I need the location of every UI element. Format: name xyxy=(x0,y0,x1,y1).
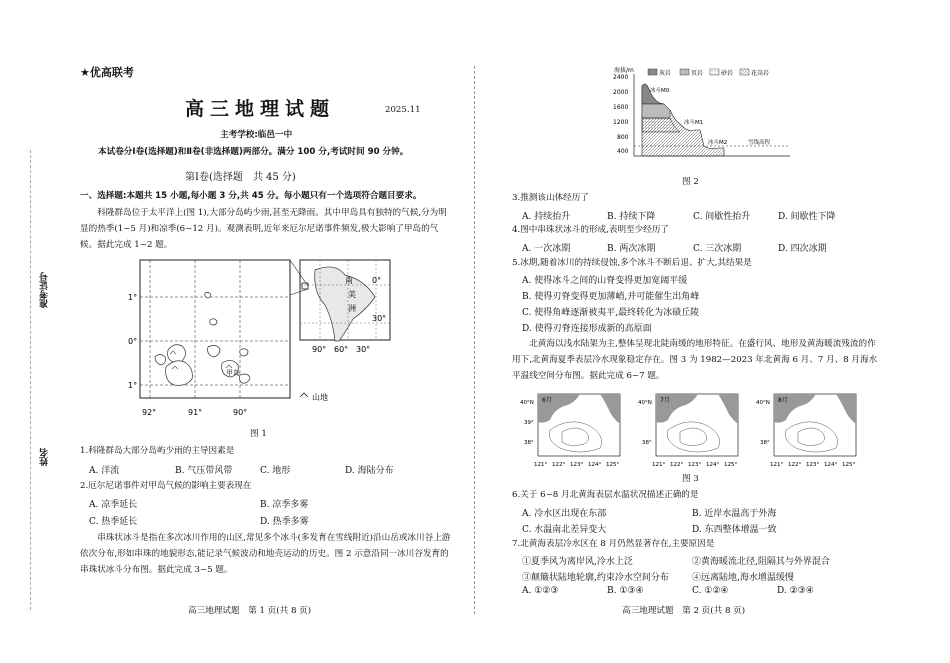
q7-stem: 7.北黄海表层冷水区在 8 月仍然显著存在,主要原因是 xyxy=(512,539,715,549)
inset-label-zhou: 洲 xyxy=(348,304,356,313)
q5-stem: 5.冰期,随着冰川的持续侵蚀,多个冰斗不断后退、扩大,其结果是 xyxy=(512,258,752,268)
fig3-lon-124-b: 124° xyxy=(706,462,720,468)
cirque-m1-label: 冰斗M1 xyxy=(684,120,704,126)
lon-label-90: 90° xyxy=(233,408,248,417)
q1-option-b[interactable]: B. 气压带风带 xyxy=(175,466,233,476)
legend-limestone-swatch xyxy=(648,69,657,75)
q7-item-2: ②黄海暖流北径,阻隔其与外界混合 xyxy=(692,557,830,567)
fig3-lon-121: 121° xyxy=(534,462,548,468)
legend-granite-swatch xyxy=(740,69,749,75)
passage-3: 北黄海以浅水陆架为主,整体呈现北陡南缓的地形特征。在盛行风、地形及黄海暖流残流的作用下,北黄海夏季表层冷水现象稳定存在。图 3 为 1982—2023 年北黄海 6 月、7 月、8 月海水平温线空间分布图。据此完成 6~7 题。 xyxy=(512,339,878,381)
q6-option-d[interactable]: D. 东西整体增温一致 xyxy=(692,525,777,535)
fig3-lat-39: 39° xyxy=(524,420,534,426)
legend-sandstone: 砂岩 xyxy=(721,70,734,77)
lat-label-1s: 1° xyxy=(128,381,138,390)
cirque-m2-label: 冰斗M2 xyxy=(708,140,728,146)
q7-option-c[interactable]: C. ①②④ xyxy=(692,586,729,596)
fig3-lat-38-c: 38° xyxy=(760,440,770,446)
fig2-tick-2000: 2000 xyxy=(613,89,629,96)
q4-option-b[interactable]: B. 两次冰期 xyxy=(607,244,656,254)
fig3-lon-124: 124° xyxy=(588,462,602,468)
lat-label-1n: 1° xyxy=(128,293,138,302)
fig3-panel-june xyxy=(538,394,620,456)
q1-stem: 1.科隆群岛大部分岛屿少雨的主导因素是 xyxy=(80,446,235,456)
page-divider xyxy=(474,66,475,614)
fig2-tick-1600: 1600 xyxy=(613,104,629,111)
q5-option-a[interactable]: A. 使得冰斗之间的山脊变得更加宽阔平缓 xyxy=(522,276,688,286)
fig3-lon-123-b: 123° xyxy=(688,462,702,468)
fig3-lat-40-b: 40°N xyxy=(638,400,652,406)
q1-option-d[interactable]: D. 海陆分布 xyxy=(345,466,394,476)
q2-option-d[interactable]: D. 热季多雾 xyxy=(260,517,309,527)
figure-2-profile xyxy=(600,64,800,174)
q4-stem: 4.图中串珠状冰斗的形成,表明至少经历了 xyxy=(512,225,670,235)
inset-label-mei: 美 xyxy=(348,290,356,299)
figure-1-map xyxy=(120,255,420,425)
fig2-y-unit: 海拔/m xyxy=(614,67,634,74)
q5-option-d[interactable]: D. 使得刃脊连接形成新的高原面 xyxy=(522,324,652,334)
q4-option-a[interactable]: A. 一次冰期 xyxy=(522,244,571,254)
exam-number-label: 准考证号 xyxy=(40,272,50,308)
host-school: 主考学校:临邑一中 xyxy=(220,130,293,140)
figure-1-caption: 图 1 xyxy=(250,429,267,439)
q2-option-b[interactable]: B. 凉季多雾 xyxy=(260,500,309,510)
map-frame xyxy=(140,260,290,398)
q5-option-b[interactable]: B. 使得刃脊变得更加薄峭,并可能催生出角峰 xyxy=(522,292,700,302)
brand-label: ★优高联考 xyxy=(80,66,134,79)
fig3-lon-123-c: 123° xyxy=(806,462,820,468)
fig2-tick-1200: 1200 xyxy=(613,119,629,126)
name-label: 姓名 xyxy=(40,448,50,466)
exam-date: 2025.11 xyxy=(385,105,421,115)
profile-limestone xyxy=(642,84,664,104)
island-jia-label: 甲岛 xyxy=(226,369,240,377)
q4-option-c[interactable]: C. 三次冰期 xyxy=(693,244,742,254)
legend-limestone: 灰岩 xyxy=(659,70,672,77)
q1-option-c[interactable]: C. 地形 xyxy=(260,466,291,476)
profile-shale xyxy=(642,104,670,118)
fig3-lon-121-c: 121° xyxy=(770,462,784,468)
figure-3-caption: 图 3 xyxy=(682,474,699,484)
fig3-lon-122-c: 122° xyxy=(788,462,802,468)
mountain-legend-label: 山地 xyxy=(312,393,328,402)
fig3-lon-122-b: 122° xyxy=(670,462,684,468)
figure-3-maps xyxy=(520,390,890,470)
q3-stem: 3.推测该山体经历了 xyxy=(512,193,589,203)
lon-label-91: 91° xyxy=(188,408,203,417)
left-footer: 高三地理试题 第 1 页(共 8 页) xyxy=(188,606,312,616)
page-title: 高三地理试题 xyxy=(185,98,336,120)
q6-option-b[interactable]: B. 近岸水温高于外海 xyxy=(692,509,777,519)
fig3-lat-38: 38° xyxy=(524,440,534,446)
q3-option-c[interactable]: C. 间歇性抬升 xyxy=(693,212,751,222)
inset-lon-90: 90° xyxy=(312,345,327,354)
fig3-lat-40-c: 40°N xyxy=(756,400,770,406)
fig3-lat-38-b: 38° xyxy=(642,440,652,446)
fig3-month-7: 7月 xyxy=(660,397,670,404)
fig3-lon-123: 123° xyxy=(570,462,584,468)
fig3-lon-121-b: 121° xyxy=(652,462,666,468)
island-small-north xyxy=(210,319,217,325)
fig3-lon-124-c: 124° xyxy=(824,462,838,468)
q6-option-c[interactable]: C. 水温南北差异变大 xyxy=(522,525,607,535)
q7-item-1: ①夏季风为离岸风,冷水上泛 xyxy=(522,557,633,567)
inset-label-nan: 南 xyxy=(345,276,353,285)
inset-lat-0: 0° xyxy=(372,276,382,285)
q7-item-3: ③颠簸状陆地轮廓,约束冷水空间分布 xyxy=(522,573,669,583)
fig3-panel-july xyxy=(656,394,738,456)
passage-1: 科隆群岛位于太平洋上(图 1),大部分岛屿少雨,甚至无降雨。其中甲岛具有独特的气候,分为明显的热季(1~5 月)和凉季(6~12 月)。观测表明,近年来厄尔尼诺事件频发,极大影响了甲岛的气候。据此完成 1~2 题。 xyxy=(80,208,447,250)
passage-2: 串珠状冰斗是指在多次冰川作用的山区,常见多个冰斗(多发育在雪线附近)沿山岳或冰川谷上游依次分布,形如串珠的地貌形态,能记录气候波动和地壳运动的历史。图 2 示意沿同一冰川谷发育的串珠状冰斗分布图。据此完成 3~5 题。 xyxy=(80,533,451,575)
snowline-label: 雪线高程 xyxy=(748,140,771,146)
q5-option-c[interactable]: C. 使得角峰逐渐被夷平,最终转化为冰碛丘陵 xyxy=(522,308,700,318)
cirque-m0-label: 冰斗M0 xyxy=(650,88,670,94)
section1-note: 一、选择题:本题共 15 小题,每小题 3 分,共 45 分。每小题只有一个选项符合题目要求。 xyxy=(80,191,422,201)
fig3-month-6: 6月 xyxy=(542,397,552,404)
binding-line xyxy=(30,150,31,610)
lon-label-92: 92° xyxy=(142,408,157,417)
legend-shale: 页岩 xyxy=(691,70,704,77)
inset-lat-30: 30° xyxy=(372,314,387,323)
mountain-legend-icon xyxy=(300,393,308,397)
fig2-tick-400: 400 xyxy=(617,148,629,155)
q7-item-4: ④远离陆地,海水增温缓慢 xyxy=(692,573,794,583)
island-far-north xyxy=(205,292,211,298)
fig3-month-8: 8月 xyxy=(778,397,788,404)
fig3-lat-40: 40°N xyxy=(520,400,534,406)
legend-shale-swatch xyxy=(680,69,689,75)
q2-option-a[interactable]: A. 凉季延长 xyxy=(89,500,138,510)
fig2-tick-2400: 2400 xyxy=(613,74,629,81)
figure-2-caption: 图 2 xyxy=(682,177,699,187)
q2-option-c[interactable]: C. 热季延长 xyxy=(89,517,138,527)
q3-option-a[interactable]: A. 持续抬升 xyxy=(522,212,571,222)
lat-label-0: 0° xyxy=(128,337,138,346)
q6-stem: 6.关于 6~8 月北黄海表层水温状况描述正确的是 xyxy=(512,490,699,500)
legend-granite: 花岗岩 xyxy=(751,70,770,77)
q7-option-a[interactable]: A. ①②③ xyxy=(522,586,559,596)
fig2-tick-800: 800 xyxy=(617,134,629,141)
q3-option-b[interactable]: B. 持续下降 xyxy=(607,212,656,222)
q3-option-d[interactable]: D. 间歇性下降 xyxy=(778,212,836,222)
inset-lon-30: 30° xyxy=(356,345,371,354)
q6-option-a[interactable]: A. 冷水区出现在东部 xyxy=(522,509,607,519)
q1-option-a[interactable]: A. 洋流 xyxy=(89,466,120,476)
q2-stem: 2.厄尔尼诺事件对甲岛气候的影响主要表现在 xyxy=(80,481,252,491)
q4-option-d[interactable]: D. 四次冰期 xyxy=(778,244,827,254)
right-footer: 高三地理试题 第 2 页(共 8 页) xyxy=(622,606,746,616)
fig3-lon-125-b: 125° xyxy=(724,462,738,468)
inset-lon-60: 60° xyxy=(334,345,349,354)
q7-option-b[interactable]: B. ①③④ xyxy=(607,586,644,596)
legend-sandstone-swatch xyxy=(710,69,719,75)
fig3-lon-125-c: 125° xyxy=(842,462,856,468)
q7-option-d[interactable]: D. ②③④ xyxy=(777,586,814,596)
fig3-panel-august xyxy=(774,394,856,456)
section1-title: 第Ⅰ卷(选择题 共 45 分) xyxy=(185,172,296,183)
island-small-central xyxy=(240,349,248,356)
instructions: 本试卷分Ⅰ卷(选择题)和Ⅱ卷(非选择题)两部分。满分 100 分,考试时间 90 分钟。 xyxy=(98,147,409,157)
fig3-lon-122: 122° xyxy=(552,462,566,468)
fig3-lon-125: 125° xyxy=(606,462,620,468)
